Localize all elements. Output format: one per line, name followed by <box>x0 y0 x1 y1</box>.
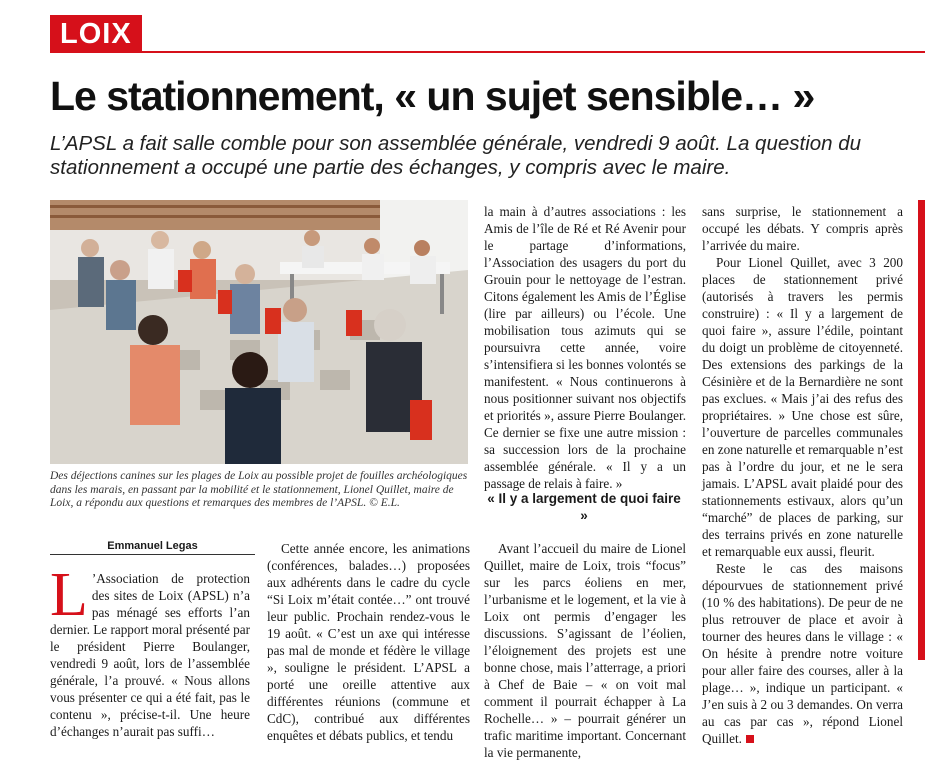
paragraph: Avant l’accueil du maire de Lionel Quillet, maire de Loix, trois “focus” sur les parcs éoliens en mer, l’urbanisme et le logement, et la vie à Loix ont permis d’engager les discussions. S’agissant de l’éolien, l’éloignement des projets est une bonne chose, mais l’atterrage, a priori à Chef de Baie – « on voit mal comment il pourrait échapper à La Rochelle… » – pourrait générer un trafic maritime important. Concernant la vie permanente, <box>484 541 686 760</box>
paragraph: la main à d’autres associations : les Amis de l’île de Ré et Ré Avenir pour le partage d’informations, l’Association des usagers du port du Grouin pour le nettoyage de l’estran. Citons également les Amis de l’Église (lire par ailleurs) ou l’école. Une mobilisation tous azimuts qui se poursuivra cette année, voire s’intensifiera si les bonnes volontés se manifestent. « Nous continuerons à nous positionner suivant nos objectifs et priorités », assure Pierre Boulanger. Ce dernier se fixe une autre mission : sa succession lors de la prochaine assemblée générale. « Il y a un passage de relais à faire. » <box>484 204 686 491</box>
byline: Emmanuel Legas <box>50 540 255 555</box>
header-rule <box>50 51 925 53</box>
article-column-4 <box>702 203 903 747</box>
pull-quote: « Il y a largement de quoi faire » <box>487 491 681 523</box>
section-tag: LOIX <box>50 15 142 53</box>
article-column-2 <box>267 540 470 744</box>
paragraph: Cette année encore, les animations (conférences, balades…) proposées aux adhérents dans le cadre du cycle “Si Loix m’était contée…” ont trouvé leur public. Prochain rendez-vous le 19 août. « C’est un axe qui intéresse pas mal de monde et fédère le village », souligne le président. L’APSL a porté une oreille attentive aux différentes réunions (commune et CdC), contribué aux différentes enquêtes et débats publics, et tendu <box>267 541 470 743</box>
dropcap: L <box>50 561 88 629</box>
headline: Le stationnement, « un sujet sensible… » <box>50 73 815 119</box>
paragraph: Pour Lionel Quillet, avec 3 200 places de stationnement privé (autorisés à travers les permis construire) : « Il y a largement de quoi faire », assure l’édile, pointant du doigt un problème de citoyenneté. Des extensions des parkings de la Césinière et de la Bernardière ne sont pas exclues. « Mais j’ai des refus des propriétaires. » Une chose est sûre, l’ouverture de parcelles communales en zone naturelle et remarquable n’est pas à l’ordre du jour, et ne le sera jamais. L’APSL avait plaidé pour des stationnements estivaux, alors qu’un “marché” de places de parking, sur des terrains privés en zone naturelle et remarquable eux aussi, fleurit. <box>702 255 904 559</box>
final-paragraph-text: Reste le cas des maisons dépourvues de stationnement privé (10 % des habitations). De peur de ne plus retrouver de place et avoir à tourner des heures dans le village : « On hésite à prendre notre voiture pour aller faire des courses, aller à la plage… », indique un participant. « J’en suis à 2 ou 3 demandes. On verra au cas par cas », répond Lionel Quillet. <box>702 561 903 746</box>
intro-text: ’Association de protection des sites de Loix (APSL) n’a pas ménagé ses efforts l’an dernier. Le rapport moral présenté par le président Pierre Boulanger, vendredi 9 août, lors de l’assemblée générale, l’a prouvé. « Nous allons vous présenter ce qui a été fait, pas le contenu », précise-t-il. Une heure d’échanges n’aurait pas suffi… <box>50 571 250 739</box>
article-column-3-continued <box>484 540 686 761</box>
paragraph: sans surprise, le stationnement a occupé les débats. Y compris après l’arrivée du maire. <box>702 204 903 253</box>
meeting-photo-illustration <box>50 200 468 464</box>
photo-caption: Des déjections canines sur les plages de Loix au possible projet de fouilles archéologiques dans les marais, en passant par la mobilité et le stationnement, Lionel Quillet, maire de Loix, a répondu aux questions et remarques des membres de l’APSL. © E.L. <box>50 470 468 509</box>
standfirst: L’APSL a fait salle comble pour son assemblée générale, vendredi 9 août. La question du stationnement a occupé une partie des échanges, y compris avec le maire. <box>50 132 862 179</box>
article-column-3 <box>484 203 686 492</box>
article-photo <box>50 200 468 464</box>
page-edge-accent <box>918 200 925 660</box>
intro-paragraph <box>50 561 250 740</box>
paragraph <box>702 560 903 747</box>
article-column-1 <box>50 561 250 740</box>
end-of-article-mark <box>746 735 754 743</box>
